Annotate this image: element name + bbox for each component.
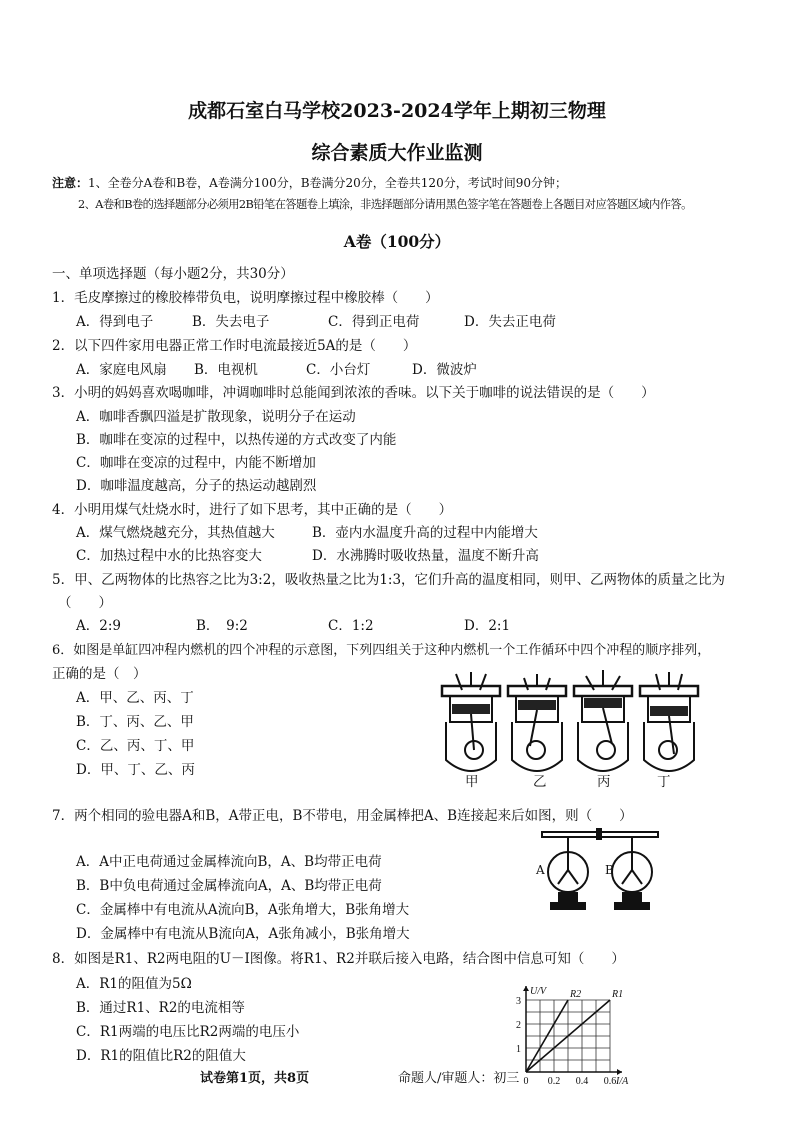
- q5-option-c: C．1:2: [328, 618, 374, 634]
- author-line: 命题人/审题人：初三: [398, 1071, 520, 1086]
- engine-label-ding: 丁: [657, 774, 671, 790]
- q6-option-a: A．甲、乙、丙、丁: [76, 690, 194, 706]
- q4-options-row2: [76, 544, 539, 564]
- engine-jia: [442, 672, 500, 771]
- q2-option-a: A．家庭电风扇: [76, 362, 167, 378]
- x-tick-label: 0.6: [603, 1076, 617, 1086]
- q1-option-a: A．得到电子: [76, 314, 154, 330]
- engine-label-jia: 甲: [465, 774, 479, 790]
- x-tick-label: 0.4: [575, 1076, 589, 1086]
- q8-option-c: C．R1两端的电压比R2两端的电压小: [76, 1024, 300, 1040]
- electroscope-figure: [540, 826, 662, 926]
- q8-option-b: B．通过R1、R2的电流相等: [76, 1000, 245, 1016]
- q3-option-a: A．咖啡香飘四溢是扩散现象，说明分子在运动: [76, 409, 356, 425]
- page-number: 试卷第1页，共8页: [200, 1071, 310, 1086]
- q5-stem-cont: （ ）: [58, 595, 112, 611]
- q8-option-a: A．R1的阻值为5Ω: [76, 976, 192, 992]
- part1-heading: 一、单项选择题（每小题2分，共30分）: [52, 266, 294, 282]
- q4-option-a: A．煤气燃烧越充分，其热值越大: [76, 525, 275, 541]
- q3-option-b: B．咖啡在变凉的过程中，以热传递的方式改变了内能: [76, 432, 397, 448]
- electroscope-label-b: B: [605, 863, 614, 877]
- notice-line-1: [52, 174, 567, 191]
- q8-stem: 8．如图是R1、R2两电阻的U－I图像。将R1、R2并联后接入电路，结合图中信息可知（ ）: [52, 951, 625, 967]
- q6-option-d: D．甲、丁、乙、丙: [76, 762, 195, 778]
- q3-option-d: D．咖啡温度越高，分子的热运动越剧烈: [76, 478, 317, 494]
- q5-options: [76, 614, 510, 634]
- engine-yi: [508, 674, 566, 771]
- q8-option-d: D．R1的阻值比R2的阻值大: [76, 1048, 246, 1064]
- x-axis-arrow: [617, 1069, 622, 1075]
- q3-stem: 3．小明的妈妈喜欢喝咖啡，冲调咖啡时总能闻到浓浓的香味。以下关于咖啡的说法错误的是（ ）: [52, 385, 655, 401]
- q7-stem: 7．两个相同的验电器A和B，A带正电，B不带电，用金属棒把A、B连接起来后如图，则（ ）: [52, 808, 633, 824]
- y-axis-arrow: [523, 986, 529, 991]
- exam-title: 成都石室白马学校2023-2024学年上期初三物理: [188, 100, 606, 122]
- q3-option-c: C．咖啡在变凉的过程中，内能不断增加: [76, 455, 316, 471]
- x-axis-label: I/A: [616, 1076, 629, 1086]
- y-tick-label: 2: [516, 1020, 521, 1031]
- series-label-r2: R2: [570, 989, 582, 1000]
- x-tick-label: 0.2: [547, 1076, 561, 1086]
- notice-line-2: 2、A卷和B卷的选择题部分必须用2B铅笔在答题卷上填涂，非选择题部分请用黑色签字笔在答题卷上各题目对应答题区域内作答。: [78, 198, 692, 211]
- q5-option-a: A．2:9: [76, 618, 121, 634]
- exam-subtitle: 综合素质大作业监测: [311, 142, 483, 164]
- q4-option-c: C．加热过程中水的比热容变大: [76, 548, 262, 564]
- q1-option-c: C．得到正电荷: [328, 314, 420, 330]
- q4-option-d: D．水沸腾时吸收热量，温度不断升高: [312, 548, 539, 564]
- q2-options: [76, 358, 477, 378]
- engine-bing: [574, 670, 632, 771]
- electroscope-b: [612, 837, 652, 910]
- q2-option-b: B．电视机: [194, 362, 258, 378]
- q6-stem: 6．如图是单缸四冲程内燃机的四个冲程的示意图，下列四组关于这种内燃机一个工作循环中四个冲程的顺序排列，: [52, 643, 711, 658]
- q5-option-d: D．2:1: [464, 618, 511, 634]
- q7-option-d: D．金属棒中有电流从B流向A，A张角减小，B张角增大: [76, 926, 410, 942]
- q4-option-b: B．壶内水温度升高的过程中内能增大: [312, 525, 538, 541]
- q2-option-d: D．微波炉: [412, 362, 477, 378]
- q5-stem: 5．甲、乙两物体的比热容之比为3:2，吸收热量之比为1:3，它们升高的温度相同，则甲、乙两物体的质量之比为: [52, 572, 726, 588]
- q1-option-d: D．失去正电荷: [464, 314, 556, 330]
- q4-options-row1: [76, 521, 538, 541]
- electroscope-label-a: A: [536, 863, 545, 877]
- engine-label-yi: 乙: [533, 774, 547, 790]
- y-axis-label: U/V: [530, 986, 547, 997]
- q2-option-c: C．小台灯: [306, 362, 371, 378]
- u-i-chart: [504, 976, 634, 1086]
- y-tick-label: 1: [516, 1044, 521, 1055]
- section-a-heading: A卷（100分）: [343, 232, 451, 251]
- notice-text-1: 1、全卷分A卷和B卷，A卷满分100分，B卷满分20分，全卷共120分，考试时间90分钟；: [88, 176, 567, 190]
- q1-option-b: B．失去电子: [192, 314, 270, 330]
- x-tick-label: 0: [523, 1076, 529, 1086]
- notice-label: 注意：: [52, 176, 89, 190]
- series-label-r1: R1: [612, 989, 624, 1000]
- q1-options: [76, 310, 556, 330]
- q5-option-b: B． 9:2: [196, 618, 248, 634]
- q7-option-c: C．金属棒中有电流从A流向B，A张角增大，B张角增大: [76, 902, 410, 918]
- q7-option-b: B．B中负电荷通过金属棒流向A，A、B均带正电荷: [76, 878, 382, 894]
- q6-stem-cont: 正确的是（ ）: [52, 666, 147, 682]
- y-tick-label: 3: [516, 996, 521, 1007]
- engine-ding: [640, 672, 698, 771]
- q6-option-b: B．丁、丙、乙、甲: [76, 714, 194, 730]
- q6-option-c: C．乙、丙、丁、甲: [76, 738, 195, 754]
- q1-stem: 1．毛皮摩擦过的橡胶棒带负电，说明摩擦过程中橡胶棒（ ）: [52, 290, 439, 306]
- q4-stem: 4．小明用煤气灶烧水时，进行了如下思考，其中正确的是（ ）: [52, 502, 453, 518]
- q2-stem: 2．以下四件家用电器正常工作时电流最接近5A的是（ ）: [52, 338, 417, 354]
- q7-option-a: A．A中正电荷通过金属棒流向B，A、B均带正电荷: [76, 854, 382, 870]
- engine-label-bing: 丙: [597, 774, 611, 790]
- electroscope-a: [548, 837, 588, 910]
